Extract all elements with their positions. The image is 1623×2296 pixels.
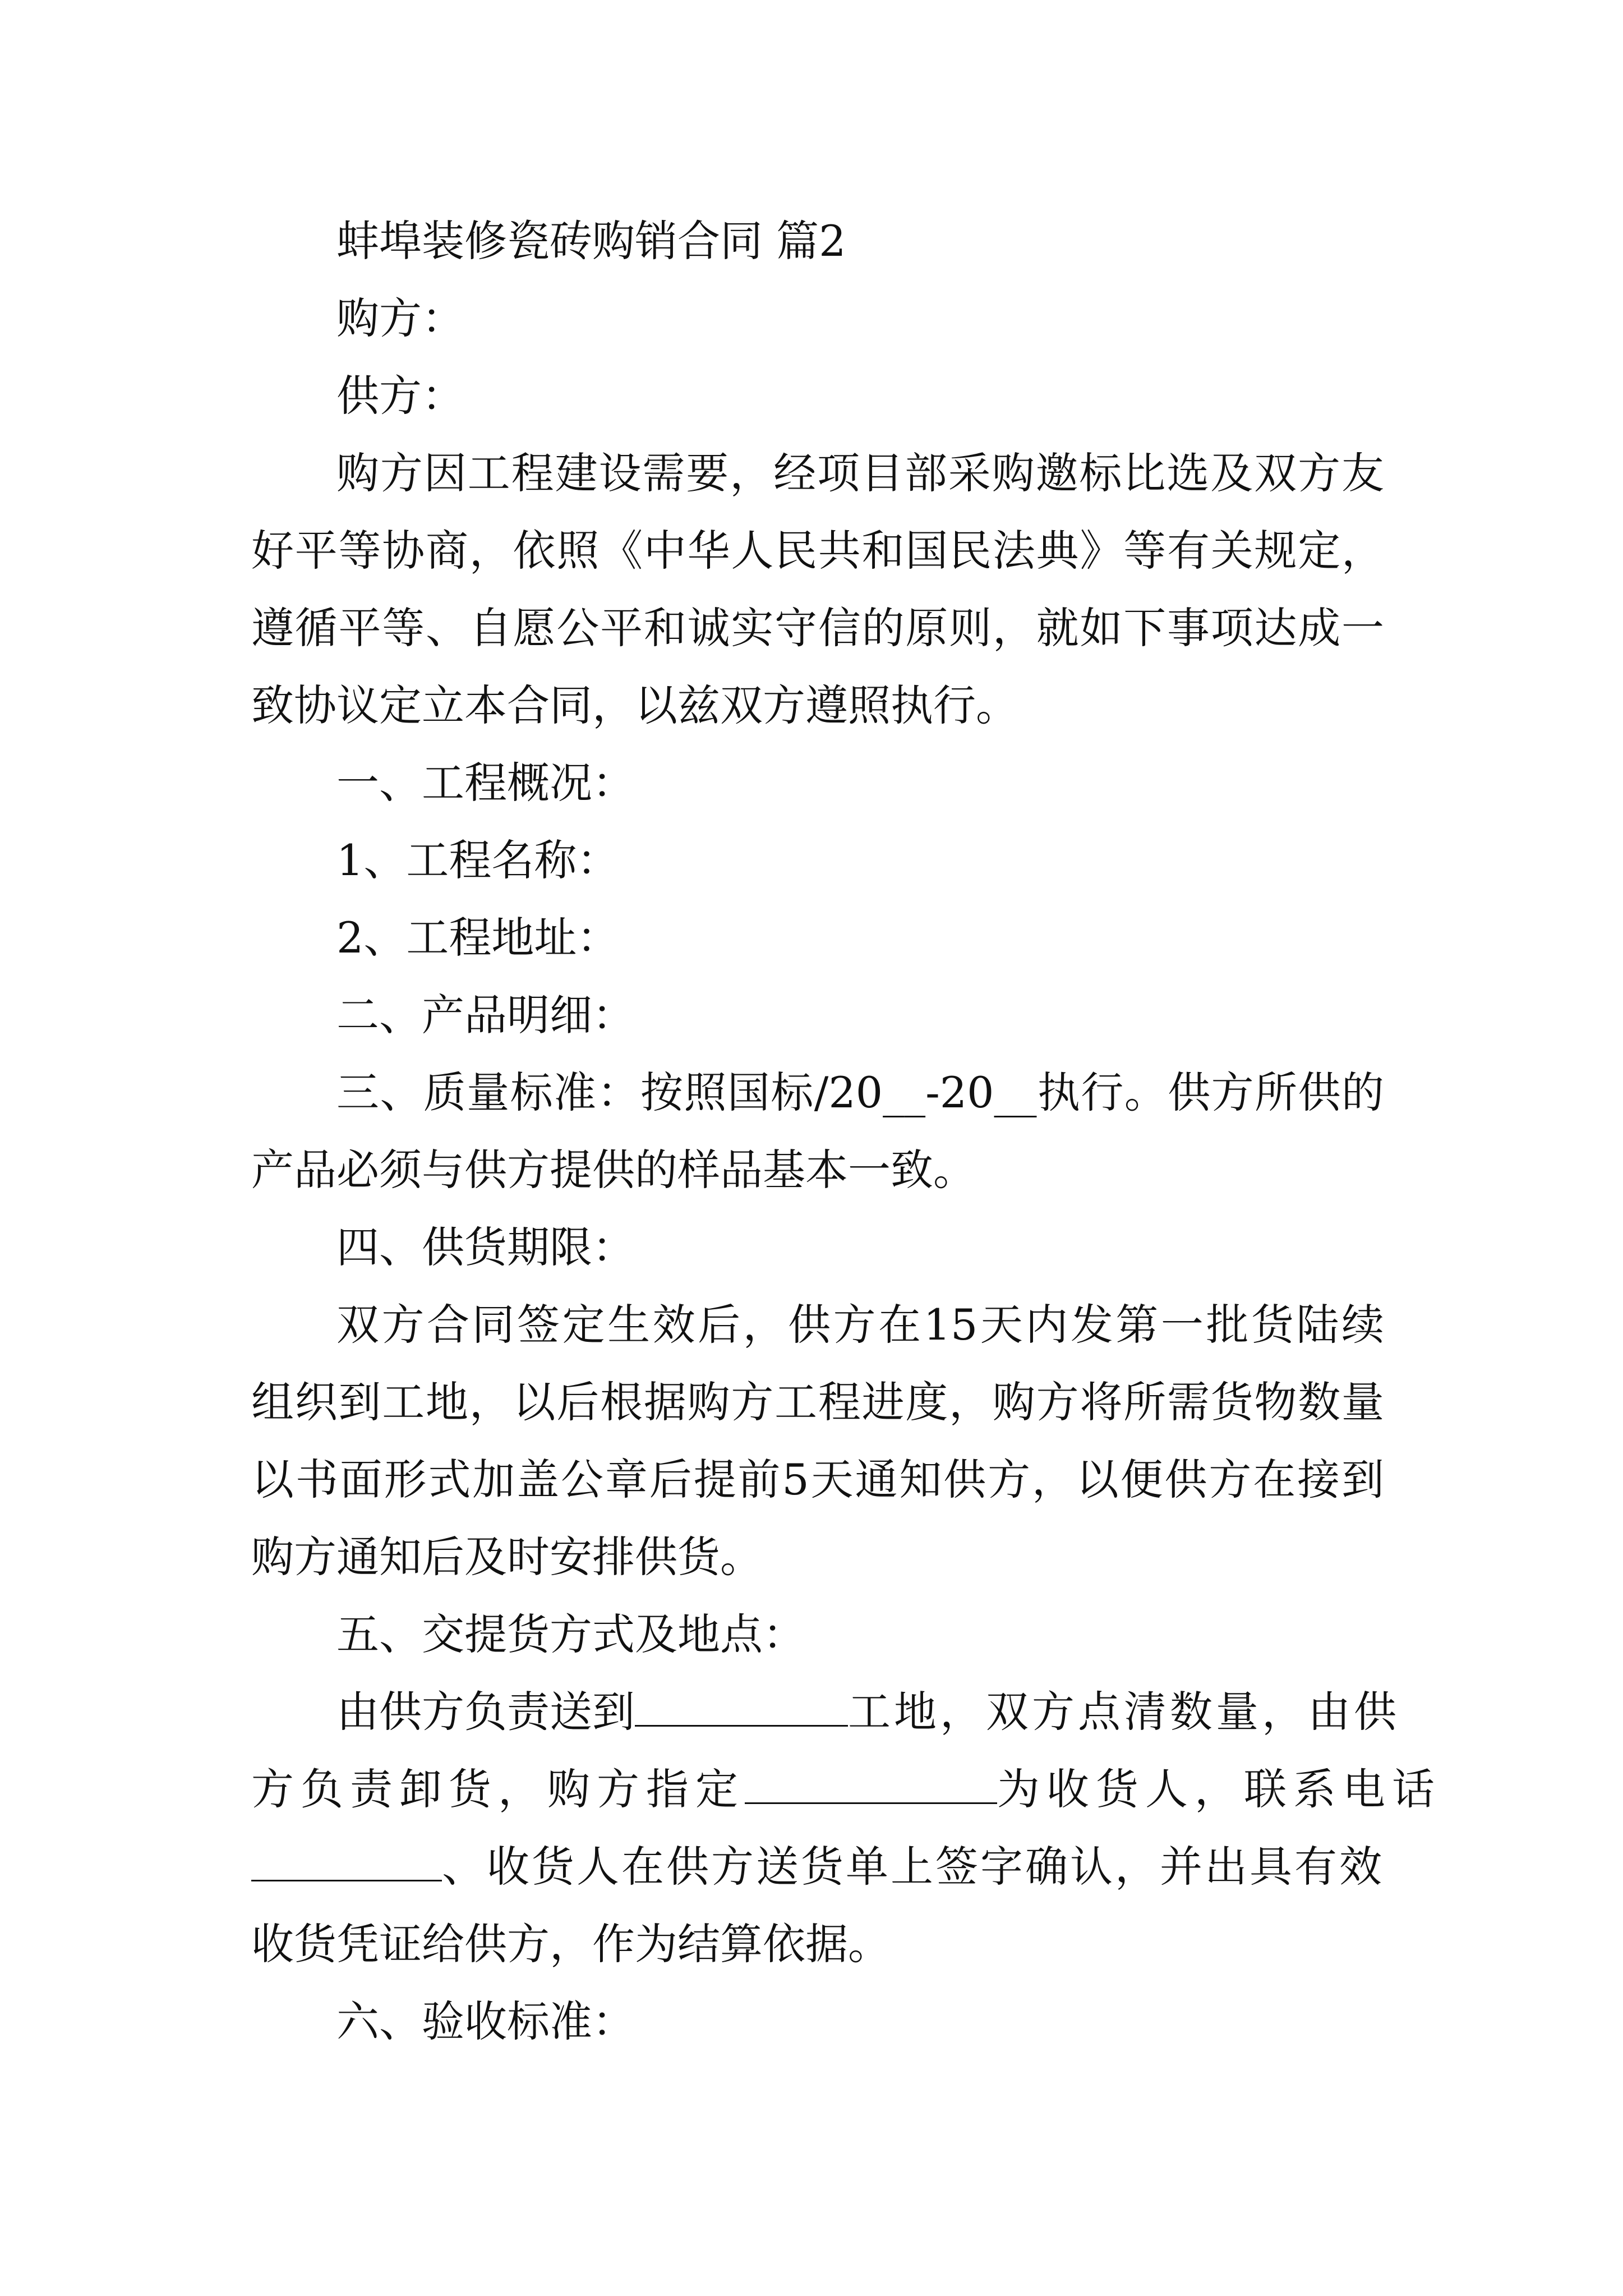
section-4-line-2: 组织到工地，以后根据购方工程进度，购方将所需货物数量 — [251, 1377, 1384, 1427]
section-5-line-2 — [251, 1761, 1441, 1818]
seller-label: 供方： — [336, 371, 464, 421]
document-title: 蚌埠装修瓷砖购销合同 篇2 — [336, 216, 846, 266]
section-1-item-1: 1、工程名称： — [336, 835, 620, 885]
section-5-line-2-end: 为收货人，联系电话 — [997, 1764, 1441, 1814]
section-2-title: 二、产品明细： — [336, 990, 635, 1040]
section-3-line-1: 三、质量标准：按照国标/20__-20__执行。供方所供的 — [336, 1068, 1384, 1117]
section-4-line-1: 双方合同签定生效后，供方在15天内发第一批货陆续 — [336, 1300, 1384, 1350]
section-4-title: 四、供货期限： — [336, 1222, 635, 1272]
section-4-line-4: 购方通知后及时安排供货。 — [251, 1532, 763, 1582]
section-5-line-1 — [336, 1684, 1469, 1740]
section-1-title: 一、工程概况： — [336, 758, 635, 808]
section-5-line-4: 收货凭证给供方，作为结算依据。 — [251, 1919, 891, 1969]
delivery-site-blank[interactable] — [635, 1686, 848, 1727]
section-4-line-3: 以书面形式加盖公章后提前5天通知供方，以便供方在接到 — [251, 1455, 1384, 1504]
section-3-line-2: 产品必须与供方提供的样品基本一致。 — [251, 1145, 976, 1195]
section-5-line-1-end: 工地，双方点清数量，由供 — [848, 1687, 1400, 1737]
intro-line-1: 购方因工程建设需要，经项目部采购邀标比选及双方友 — [336, 448, 1384, 498]
buyer-label: 购方： — [336, 293, 464, 343]
section-5-line-3-end: 、收货人在供方送货单上签字确认，并出具有效 — [442, 1842, 1384, 1892]
consignee-blank[interactable] — [745, 1763, 997, 1804]
section-5-line-3 — [251, 1839, 1384, 1895]
section-5-line-2-start: 方负责卸货，购方指定 — [251, 1764, 745, 1814]
section-5-title: 五、交提货方式及地点： — [336, 1609, 805, 1659]
intro-line-4: 致协议定立本合同，以兹双方遵照执行。 — [251, 680, 1018, 730]
intro-line-2: 好平等协商，依照《中华人民共和国民法典》等有关规定， — [251, 526, 1384, 576]
section-5-line-1-start: 由供方负责送到 — [336, 1687, 635, 1737]
section-6-title: 六、验收标准： — [336, 1996, 635, 2046]
section-1-item-2: 2、工程地址： — [336, 913, 620, 963]
phone-blank[interactable] — [251, 1841, 442, 1881]
intro-line-3: 遵循平等、自愿公平和诚实守信的原则，就如下事项达成一 — [251, 603, 1384, 653]
